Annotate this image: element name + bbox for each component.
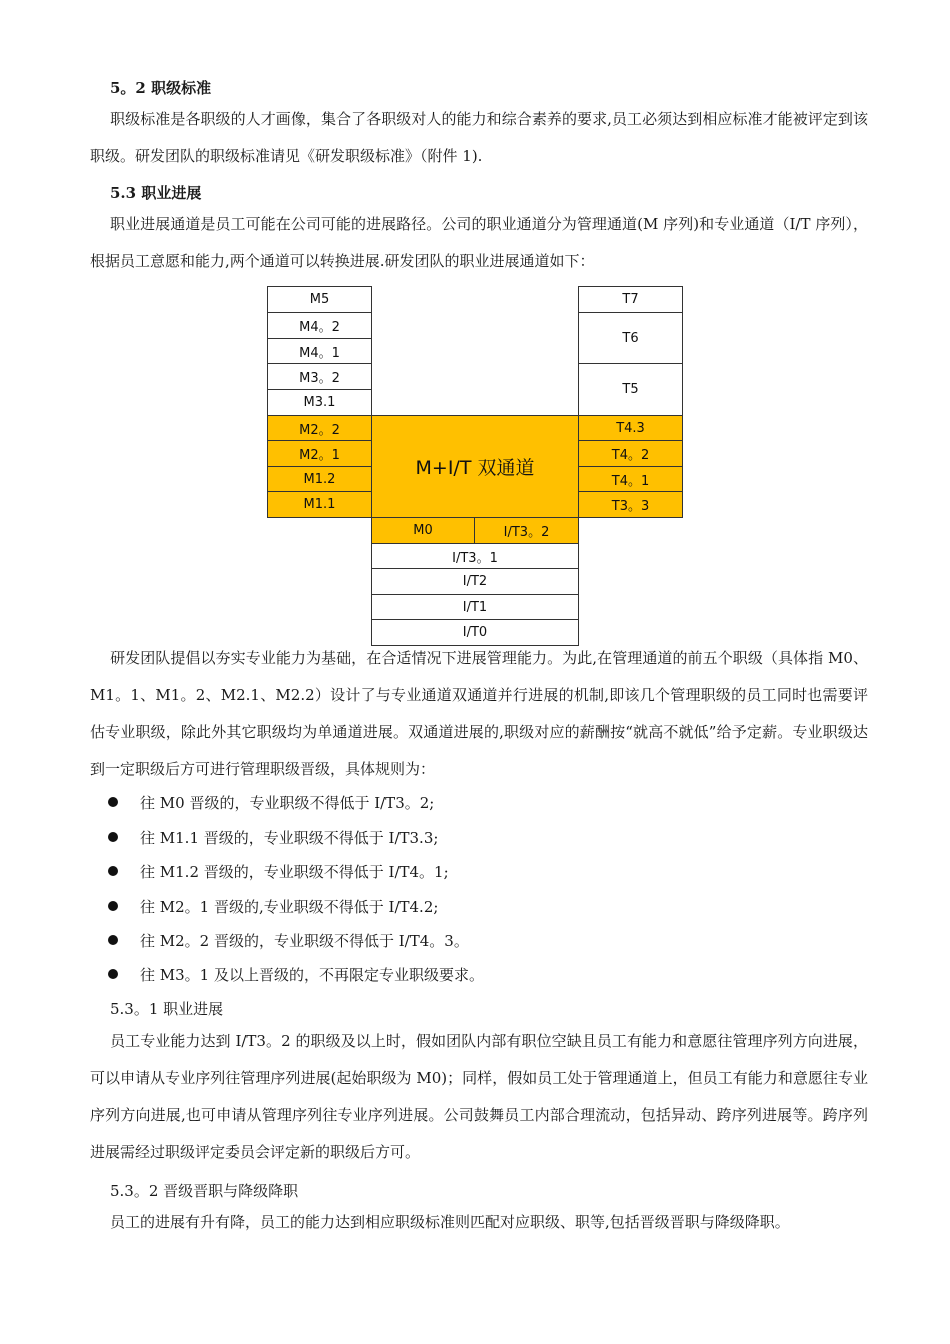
m-level-cell-dual: M1.1 (267, 491, 372, 518)
section-5-2-title: 5。2 职级标准 (110, 79, 212, 97)
t-level-cell: T6 (578, 312, 683, 364)
section-5-3-1-paragraph: 员工专业能力达到 I/T3。2 的职级及以上时，假如团队内部有职位空缺且员工有能力和意愿往管理序列方向进展，可以申请从专业序列往管理序列进展(起始职级为 M0)；同样，假如员工处于管理通道上，但员工有能力和意愿往专业序列方向进展,也可申请从管理序列往专业序列进展。公司鼓舞员工内部合理流动，包括异动、跨序列进展等。跨序列进展需经过职级评定委员会评定新的职级后方可。 (90, 1032, 868, 1161)
rule-list-item: 往 M0 晋级的，专业职级不得低于 I/T3。2; (108, 793, 434, 813)
base-m0-cell: M0 (371, 517, 475, 544)
m-level-cell: M5 (267, 286, 372, 313)
dual-channel-paragraph: 研发团队提倡以夯实专业能力为基础，在合适情况下进展管理能力。为此,在管理通道的前五个职级（具体指 M0、M1。1、M1。2、M2.1、M2.2）设计了与专业通道双通道并行进展的机制,即该几个管理职级的员工同时也需要评估专业职级，除此外其它职级均为单通道进展。双通道进展的,职级对应的薪酬按“就高不就低”给予定薪。专业职级达到一定职级后方可进行管理职级晋级，具体规则为： (90, 649, 868, 778)
bullet-dot (108, 935, 118, 945)
rule-list-item: 往 M2。2 晋级的，专业职级不得低于 I/T4。3。 (108, 931, 469, 951)
rule-list-item: 往 M1.1 晋级的，专业职级不得低于 I/T3.3; (108, 828, 438, 848)
t-level-cell-dual: T3。3 (578, 491, 683, 518)
m-level-cell: M4。2 (267, 312, 372, 339)
it-level-cell: I/T3。1 (371, 543, 579, 569)
rule-list-item: 往 M3。1 及以上晋级的，不再限定专业职级要求。 (108, 965, 484, 985)
section-5-3-title: 5.3 职业进展 (110, 184, 202, 202)
dual-channel-block: M+I/T 双通道 (371, 415, 579, 518)
section-5-3-2-title: 5.3。2 晋级晋职与降级降职 (110, 1182, 299, 1200)
t-level-cell: T5 (578, 363, 683, 416)
rule-list-item: 往 M1.2 晋级的，专业职级不得低于 I/T4。1; (108, 862, 449, 882)
it-level-cell: I/T1 (371, 594, 579, 620)
bullet-dot (108, 832, 118, 842)
m-level-cell: M3.1 (267, 389, 372, 416)
m-level-cell: M4。1 (267, 338, 372, 364)
m-level-cell-dual: M2。2 (267, 415, 372, 441)
bullet-dot (108, 866, 118, 876)
bullet-dot (108, 969, 118, 979)
m-level-cell: M3。2 (267, 363, 372, 390)
it-level-cell: I/T2 (371, 568, 579, 595)
t-level-cell-dual: T4。1 (578, 466, 683, 492)
t-level-cell-dual: T4。2 (578, 440, 683, 467)
bullet-dot (108, 797, 118, 807)
m-level-cell-dual: M2。1 (267, 440, 372, 467)
section-5-2-paragraph: 职级标准是各职级的人才画像，集合了各职级对人的能力和综合素养的要求,员工必须达到相应标准才能被评定到该职级。研发团队的职级标准请见《研发职级标准》（附件 1). (90, 110, 868, 165)
t-level-cell: T7 (578, 286, 683, 313)
rule-list-item: 往 M2。1 晋级的,专业职级不得低于 I/T4.2; (108, 897, 438, 917)
t-level-cell-dual: T4.3 (578, 415, 683, 441)
section-5-3-2-paragraph: 员工的进展有升有降，员工的能力达到相应职级标准则匹配对应职级、职等,包括晋级晋职与降级降职。 (110, 1213, 790, 1231)
bullet-dot (108, 901, 118, 911)
section-5-3-paragraph: 职业进展通道是员工可能在公司可能的进展路径。公司的职业通道分为管理通道(M 序列)和专业通道（I/T 序列），根据员工意愿和能力,两个通道可以转换进展.研发团队的职业进展通道如下： (90, 215, 868, 270)
base-it-cell: I/T3。2 (474, 517, 579, 544)
m-level-cell-dual: M1.2 (267, 466, 372, 492)
it-level-cell: I/T0 (371, 619, 579, 646)
section-5-3-1-title: 5.3。1 职业进展 (110, 1000, 224, 1018)
